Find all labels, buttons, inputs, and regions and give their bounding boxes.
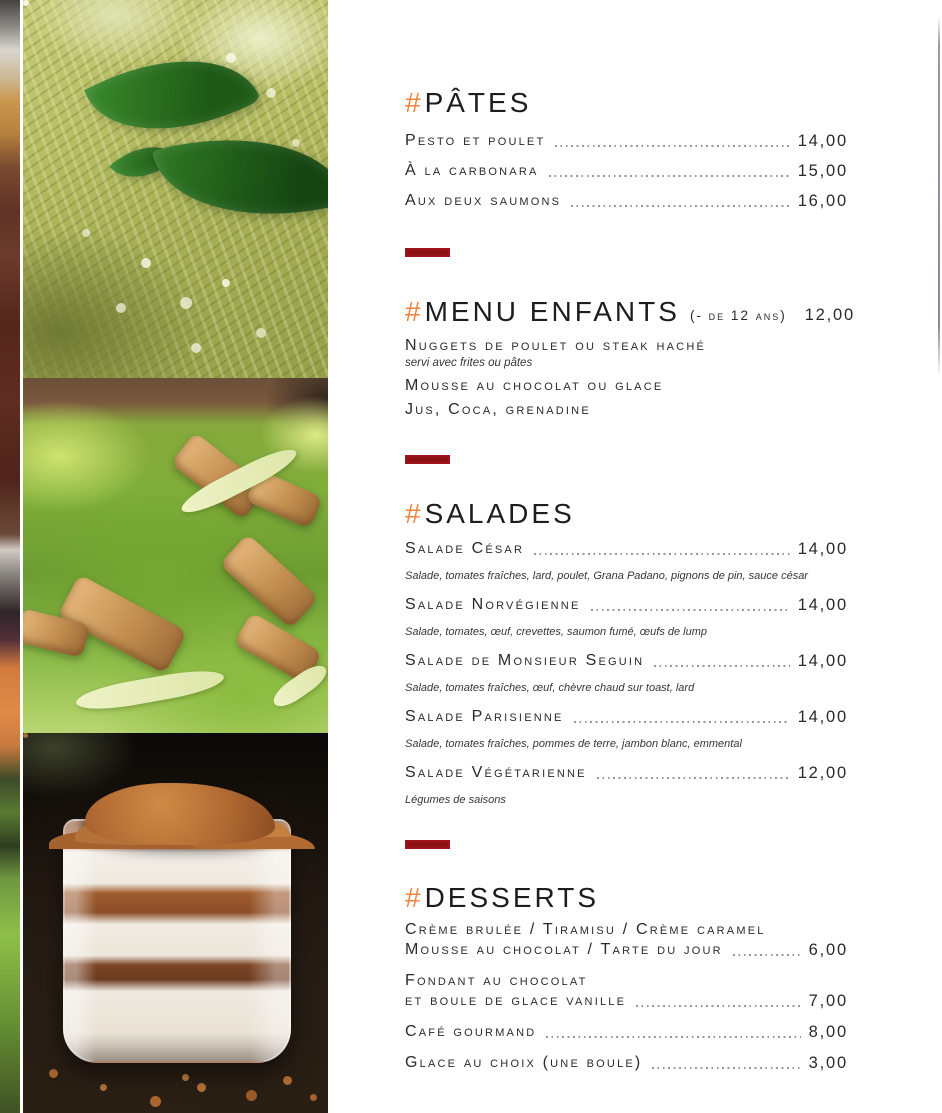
- dots-leader: [571, 205, 789, 207]
- menu-item-row: [405, 707, 848, 727]
- item-price: 14,00: [797, 132, 848, 150]
- item-note: servi avec frites ou pâtes: [405, 357, 533, 369]
- divider-bar: [405, 248, 450, 257]
- menu-item: [405, 920, 848, 960]
- parmesan-speckles: [23, 0, 29, 6]
- section-title-pates: [405, 86, 848, 120]
- item-name: Pesto et poulet: [405, 132, 546, 149]
- section-title-enfants-row: [405, 295, 855, 329]
- item-price: 14,00: [797, 596, 848, 614]
- menu-item: [405, 539, 848, 583]
- item-name: Salade Norvégienne: [405, 596, 581, 613]
- item-name: Salade César: [405, 540, 525, 557]
- menu-item-row: [405, 131, 848, 151]
- item-name-line1: Fondant au chocolat: [405, 972, 588, 989]
- photo-pasta: [23, 0, 328, 378]
- divider-bar: [405, 455, 450, 464]
- item-price: 7,00: [808, 992, 848, 1010]
- menu-item-row: [405, 651, 848, 671]
- menu-item-row: [405, 940, 848, 960]
- item-price: 15,00: [797, 162, 848, 180]
- item-description: Légumes de saisons: [405, 794, 506, 806]
- menu-item: [405, 595, 848, 639]
- enfants-line: Mousse au chocolat ou glace: [405, 377, 664, 394]
- dots-leader: [733, 954, 801, 956]
- desserts-items: [405, 920, 848, 1073]
- dots-leader: [555, 145, 789, 147]
- section-title-text: PÂTES: [424, 87, 532, 118]
- salades-items: [405, 539, 848, 807]
- item-name: Salade Végétarienne: [405, 764, 587, 781]
- page-edge-line: [938, 16, 940, 378]
- item-price: 14,00: [797, 652, 848, 670]
- section-title-text: MENU ENFANTS: [424, 296, 680, 327]
- basil-leaf: [152, 108, 328, 246]
- item-name: Salade Parisienne: [405, 708, 564, 725]
- menu-item-row: [405, 595, 848, 615]
- biscuit-crumbs: [23, 733, 28, 738]
- menu-item-row: [405, 191, 848, 211]
- section-title-enfants: [405, 295, 680, 329]
- dots-leader: [636, 1005, 801, 1007]
- menu-item-row: [405, 161, 848, 181]
- pates-items: [405, 131, 848, 211]
- menu-item: [405, 707, 848, 751]
- left-photo-strip: [0, 0, 20, 1113]
- item-description: Salade, tomates fraîches, pommes de terre, jambon blanc, emmental: [405, 738, 742, 750]
- item-name-line2: et boule de glace vanille: [405, 992, 627, 1009]
- dots-leader: [549, 175, 790, 177]
- crumble-topping: [85, 783, 275, 845]
- enfants-line: Jus, Coca, grenadine: [405, 401, 591, 418]
- dots-leader: [534, 553, 790, 555]
- item-name: Glace au choix (une boule): [405, 1054, 643, 1071]
- photo-dessert: [23, 733, 328, 1113]
- menu-content: [405, 0, 855, 1084]
- menu-item-row: [405, 991, 848, 1011]
- item-name: À la carbonara: [405, 162, 539, 179]
- item-description: Salade, tomates fraîches, œuf, chèvre chaud sur toast, lard: [405, 682, 695, 694]
- divider-bar: [405, 840, 450, 849]
- item-price: 16,00: [797, 192, 848, 210]
- dots-leader: [591, 609, 790, 611]
- menu-item-row: [405, 763, 848, 783]
- section-title-text: DESSERTS: [424, 882, 599, 913]
- menu-item-row: [405, 1053, 848, 1073]
- cheese-shaving: [74, 665, 226, 715]
- item-price: 8,00: [808, 1023, 848, 1041]
- menu-item: [405, 971, 848, 1011]
- dots-leader: [597, 777, 790, 779]
- age-note: (- de 12 ans): [689, 308, 787, 323]
- menu-item: [405, 1053, 848, 1073]
- item-name: Aux deux saumons: [405, 192, 562, 209]
- dots-leader: [546, 1036, 800, 1038]
- item-name-line1: Crème brulée / Tiramisu / Crème caramel: [405, 921, 766, 938]
- item-name: Salade de Monsieur Seguin: [405, 652, 645, 669]
- item-price: 6,00: [808, 941, 848, 959]
- menu-item-row: [405, 1022, 848, 1042]
- hash-symbol: #: [405, 296, 424, 327]
- dessert-glass: [63, 819, 291, 1063]
- item-price: 14,00: [797, 708, 848, 726]
- item-description: Salade, tomates fraîches, lard, poulet, Grana Padano, pignons de pin, sauce césar: [405, 570, 808, 582]
- menu-item: [405, 763, 848, 807]
- hash-symbol: #: [405, 498, 424, 529]
- item-name: Café gourmand: [405, 1023, 537, 1040]
- dots-leader: [652, 1067, 800, 1069]
- section-title-salades: [405, 497, 848, 531]
- item-price: 12,00: [804, 306, 855, 324]
- hash-symbol: #: [405, 87, 424, 118]
- item-price: 14,00: [797, 540, 848, 558]
- menu-item-row: [405, 539, 848, 559]
- photo-column: [23, 0, 328, 1113]
- item-name-line2: Mousse au chocolat / Tarte du jour: [405, 941, 723, 958]
- dots-leader: [654, 665, 789, 667]
- chicken-strip: [219, 533, 318, 628]
- item-price: 12,00: [797, 764, 848, 782]
- dots-leader: [574, 721, 790, 723]
- hash-symbol: #: [405, 882, 424, 913]
- section-title-text: SALADES: [424, 498, 575, 529]
- menu-item: [405, 1022, 848, 1042]
- enfants-line: Nuggets de poulet ou steak haché: [405, 337, 706, 354]
- item-price: 3,00: [808, 1054, 848, 1072]
- item-description: Salade, tomates, œuf, crevettes, saumon fumé, œufs de lump: [405, 626, 708, 638]
- menu-item: [405, 651, 848, 695]
- photo-salad: [23, 378, 328, 733]
- section-title-desserts: [405, 881, 848, 915]
